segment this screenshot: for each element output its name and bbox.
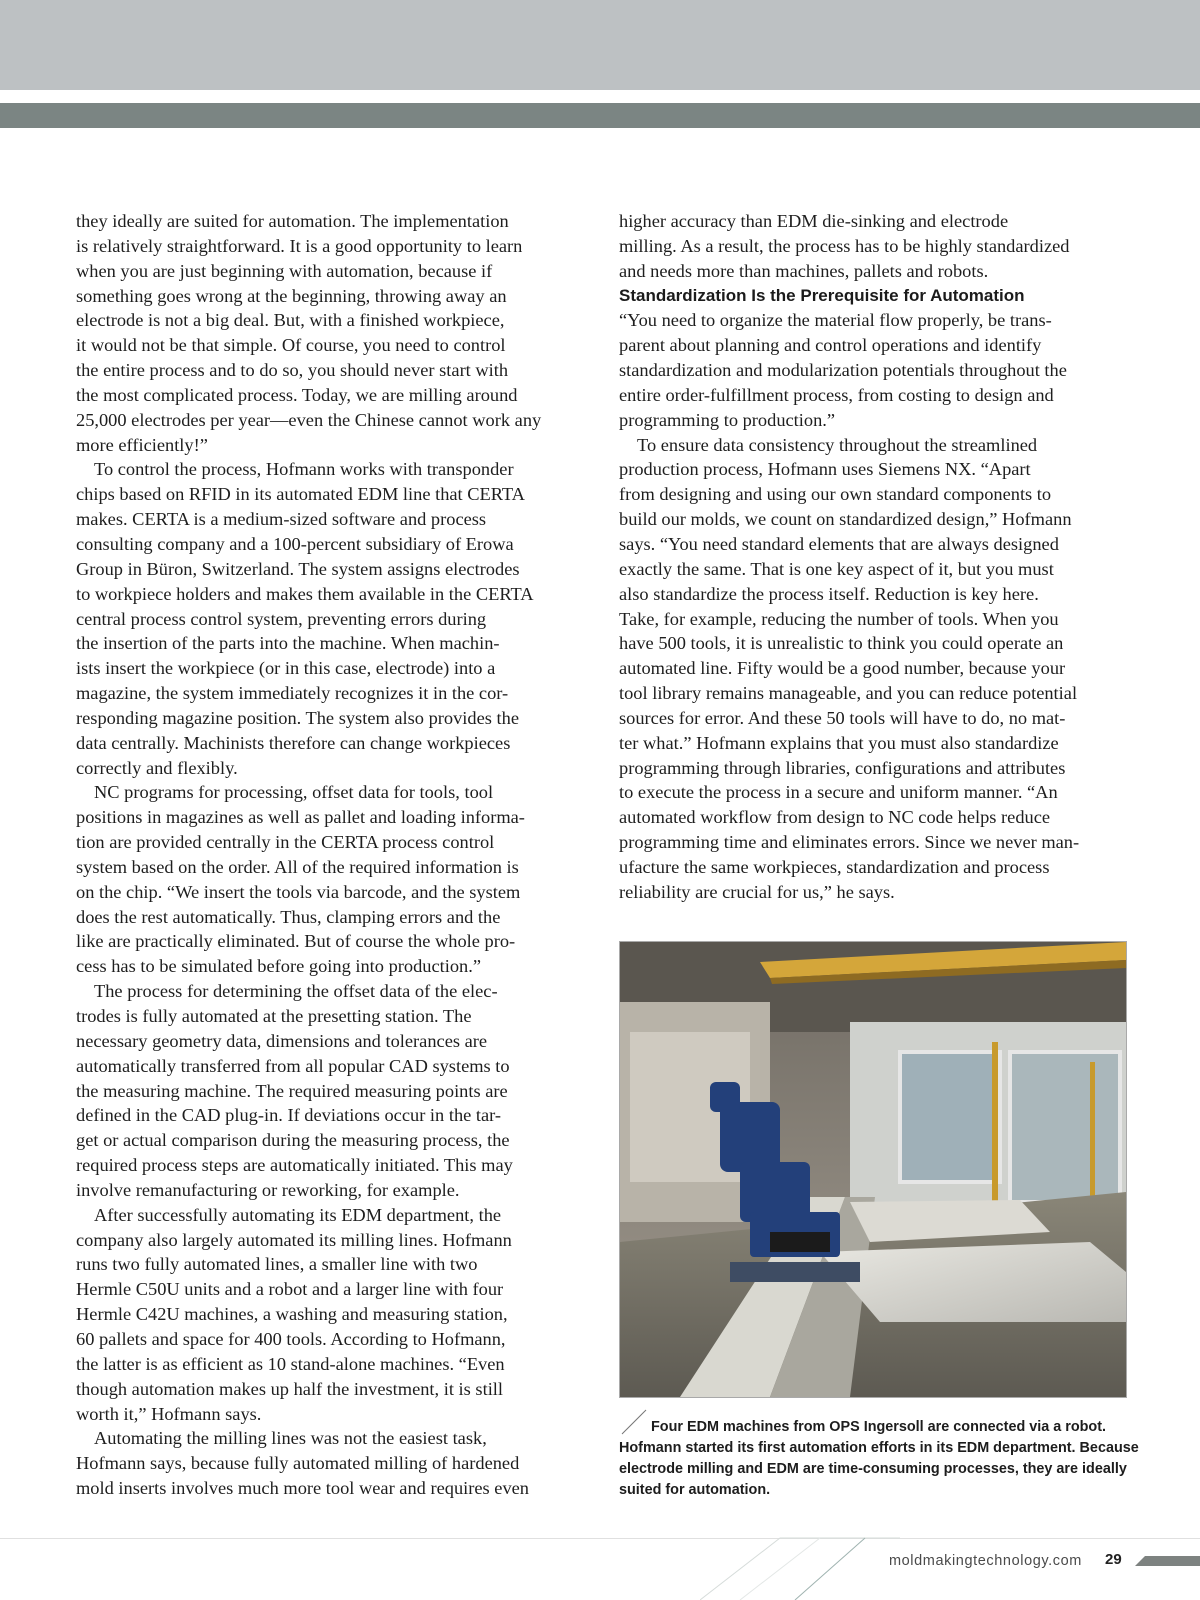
body-paragraph: Automating the milling lines was not the easiest task, Hofmann says, because fully automated milling of hardened mold inserts involves much more tool wear and requires even bbox=[76, 1428, 530, 1499]
body-paragraph: higher accuracy than EDM die-sinking and electrode milling. As a result, the process has to be highly standardized and needs more than machines, pallets and robots. bbox=[619, 211, 1070, 281]
footer-tab-shape bbox=[1135, 1556, 1200, 1566]
body-paragraph: The process for determining the offset data of the elec- trodes is fully automated at the presetting station. The necessary geometry data, dimensions and tolerances are automatically transferred from all popular CAD systems to the measuring machine. The required measuring points are defined in the CAD plug-in. If deviations occur in the tar- get or actual comparison during the measuring process, the required process steps are automatically initiated. This may involve remanufacturing or reworking, for example. bbox=[76, 981, 513, 1200]
body-paragraph: After successfully automating its EDM department, the company also largely automated its milling lines. Hofmann runs two fully automated lines, a smaller line with two Hermle C50U units and a robot and a larger line with four Hermle C42U machines, a washing and measuring station, 60 pallets and space for 400 tools. According to Hofmann, the latter is as efficient as 10 stand-alone machines. “Even though automation makes up half the investment, it is still worth it,” Hofmann says. bbox=[76, 1204, 512, 1424]
footer-rule bbox=[0, 1538, 1200, 1539]
body-paragraph: To ensure data consistency throughout the streamlined production process, Hofmann uses Siemens NX. “Apart from designing and using our own standard components to build our molds, we count on standardized design,” Hofmann says. “You need standard elements that are always designed exactly the same. That is one key aspect of it, but you must also standardize the process itself. Reduction is key here. Take, for example, reducing the number of tools. When you have 500 tools, it is unrealistic to think you could operate an automated line. Fifty would be a good number, because your tool library remains manageable, and you can reduce potential sources for error. And these 50 tools will have to do, no mat- ter what.” Hofmann explains that you must also standardize programming through libraries, configurations and attributes to execute the process in a secure and uniform manner. “An automated workflow from design to NC code helps reduce programming time and eliminates errors. Since we never man- ufacture the same workpieces, standardization and process reliability are crucial for us,” he says. bbox=[619, 434, 1080, 902]
footer-decoration bbox=[700, 1536, 900, 1600]
header-band-dark bbox=[0, 103, 1200, 128]
body-paragraph: they ideally are suited for automation. The implementation is relatively straightforward. It is a good opportunity to learn when you are just beginning with automation, because if something goes wrong at the beginning, throwing away an electrode is not a big deal. But, with a finished workpiece, it would not be that simple. Of course, you need to control the entire process and to do so, you should never start with the most complicated process. Today, we are milling around 25,000 electrodes per year—even the Chinese cannot work any more efficiently!” bbox=[76, 211, 542, 455]
section-subhead: Standardization Is the Prerequisite for Automation bbox=[619, 285, 1025, 305]
edm-line-photo bbox=[619, 941, 1127, 1398]
photo-caption bbox=[619, 1417, 1139, 1501]
caption-rest: Hofmann started its first automation efforts in its EDM department. Because electrode milling and EDM are time-consuming processes, they are ideally suited for automation. bbox=[619, 1440, 1139, 1498]
right-column bbox=[619, 209, 1129, 905]
body-paragraph: To control the process, Hofmann works with transponder chips based on RFID in its automated EDM line that CERTA makes. CERTA is a medium-sized software and process consulting company and a 100-percent subsidiary of Erowa Group in Büron, Switzerland. The system assigns electrodes to workpiece holders and makes them available in the CERTA central process control system, preventing errors during the insertion of the parts into the machine. When machin- ists insert the workpiece (or in this case, electrode) into a magazine, the system immediately recognizes it in the cor- responding magazine position. The system also provides the data centrally. Machinists therefore can change workpieces correctly and flexibly. bbox=[76, 459, 534, 778]
footer-website: moldmakingtechnology.com bbox=[888, 1553, 1082, 1569]
left-column bbox=[76, 209, 586, 1501]
body-paragraph: “You need to organize the material flow properly, be trans- parent about planning and control operations and identify standardization and modularization potentials throughout the entire order-fulfillment process, from costing to design and programming to production.” bbox=[619, 310, 1067, 430]
header-band-light bbox=[0, 0, 1200, 90]
body-paragraph: NC programs for processing, offset data for tools, tool positions in magazines as well as pallet and loading informa- tion are provided centrally in the CERTA process control system based on the order. All of the required information is on the chip. “We insert the tools via barcode, and the system does the rest automatically. Thus, clamping errors and the like are practically eliminated. But of course the whole pro- cess has to be simulated before going into production.” bbox=[76, 782, 525, 977]
page-number: 29 bbox=[1105, 1551, 1122, 1568]
caption-first-line: Four EDM machines from OPS Ingersoll are connected via a robot. bbox=[651, 1419, 1107, 1435]
